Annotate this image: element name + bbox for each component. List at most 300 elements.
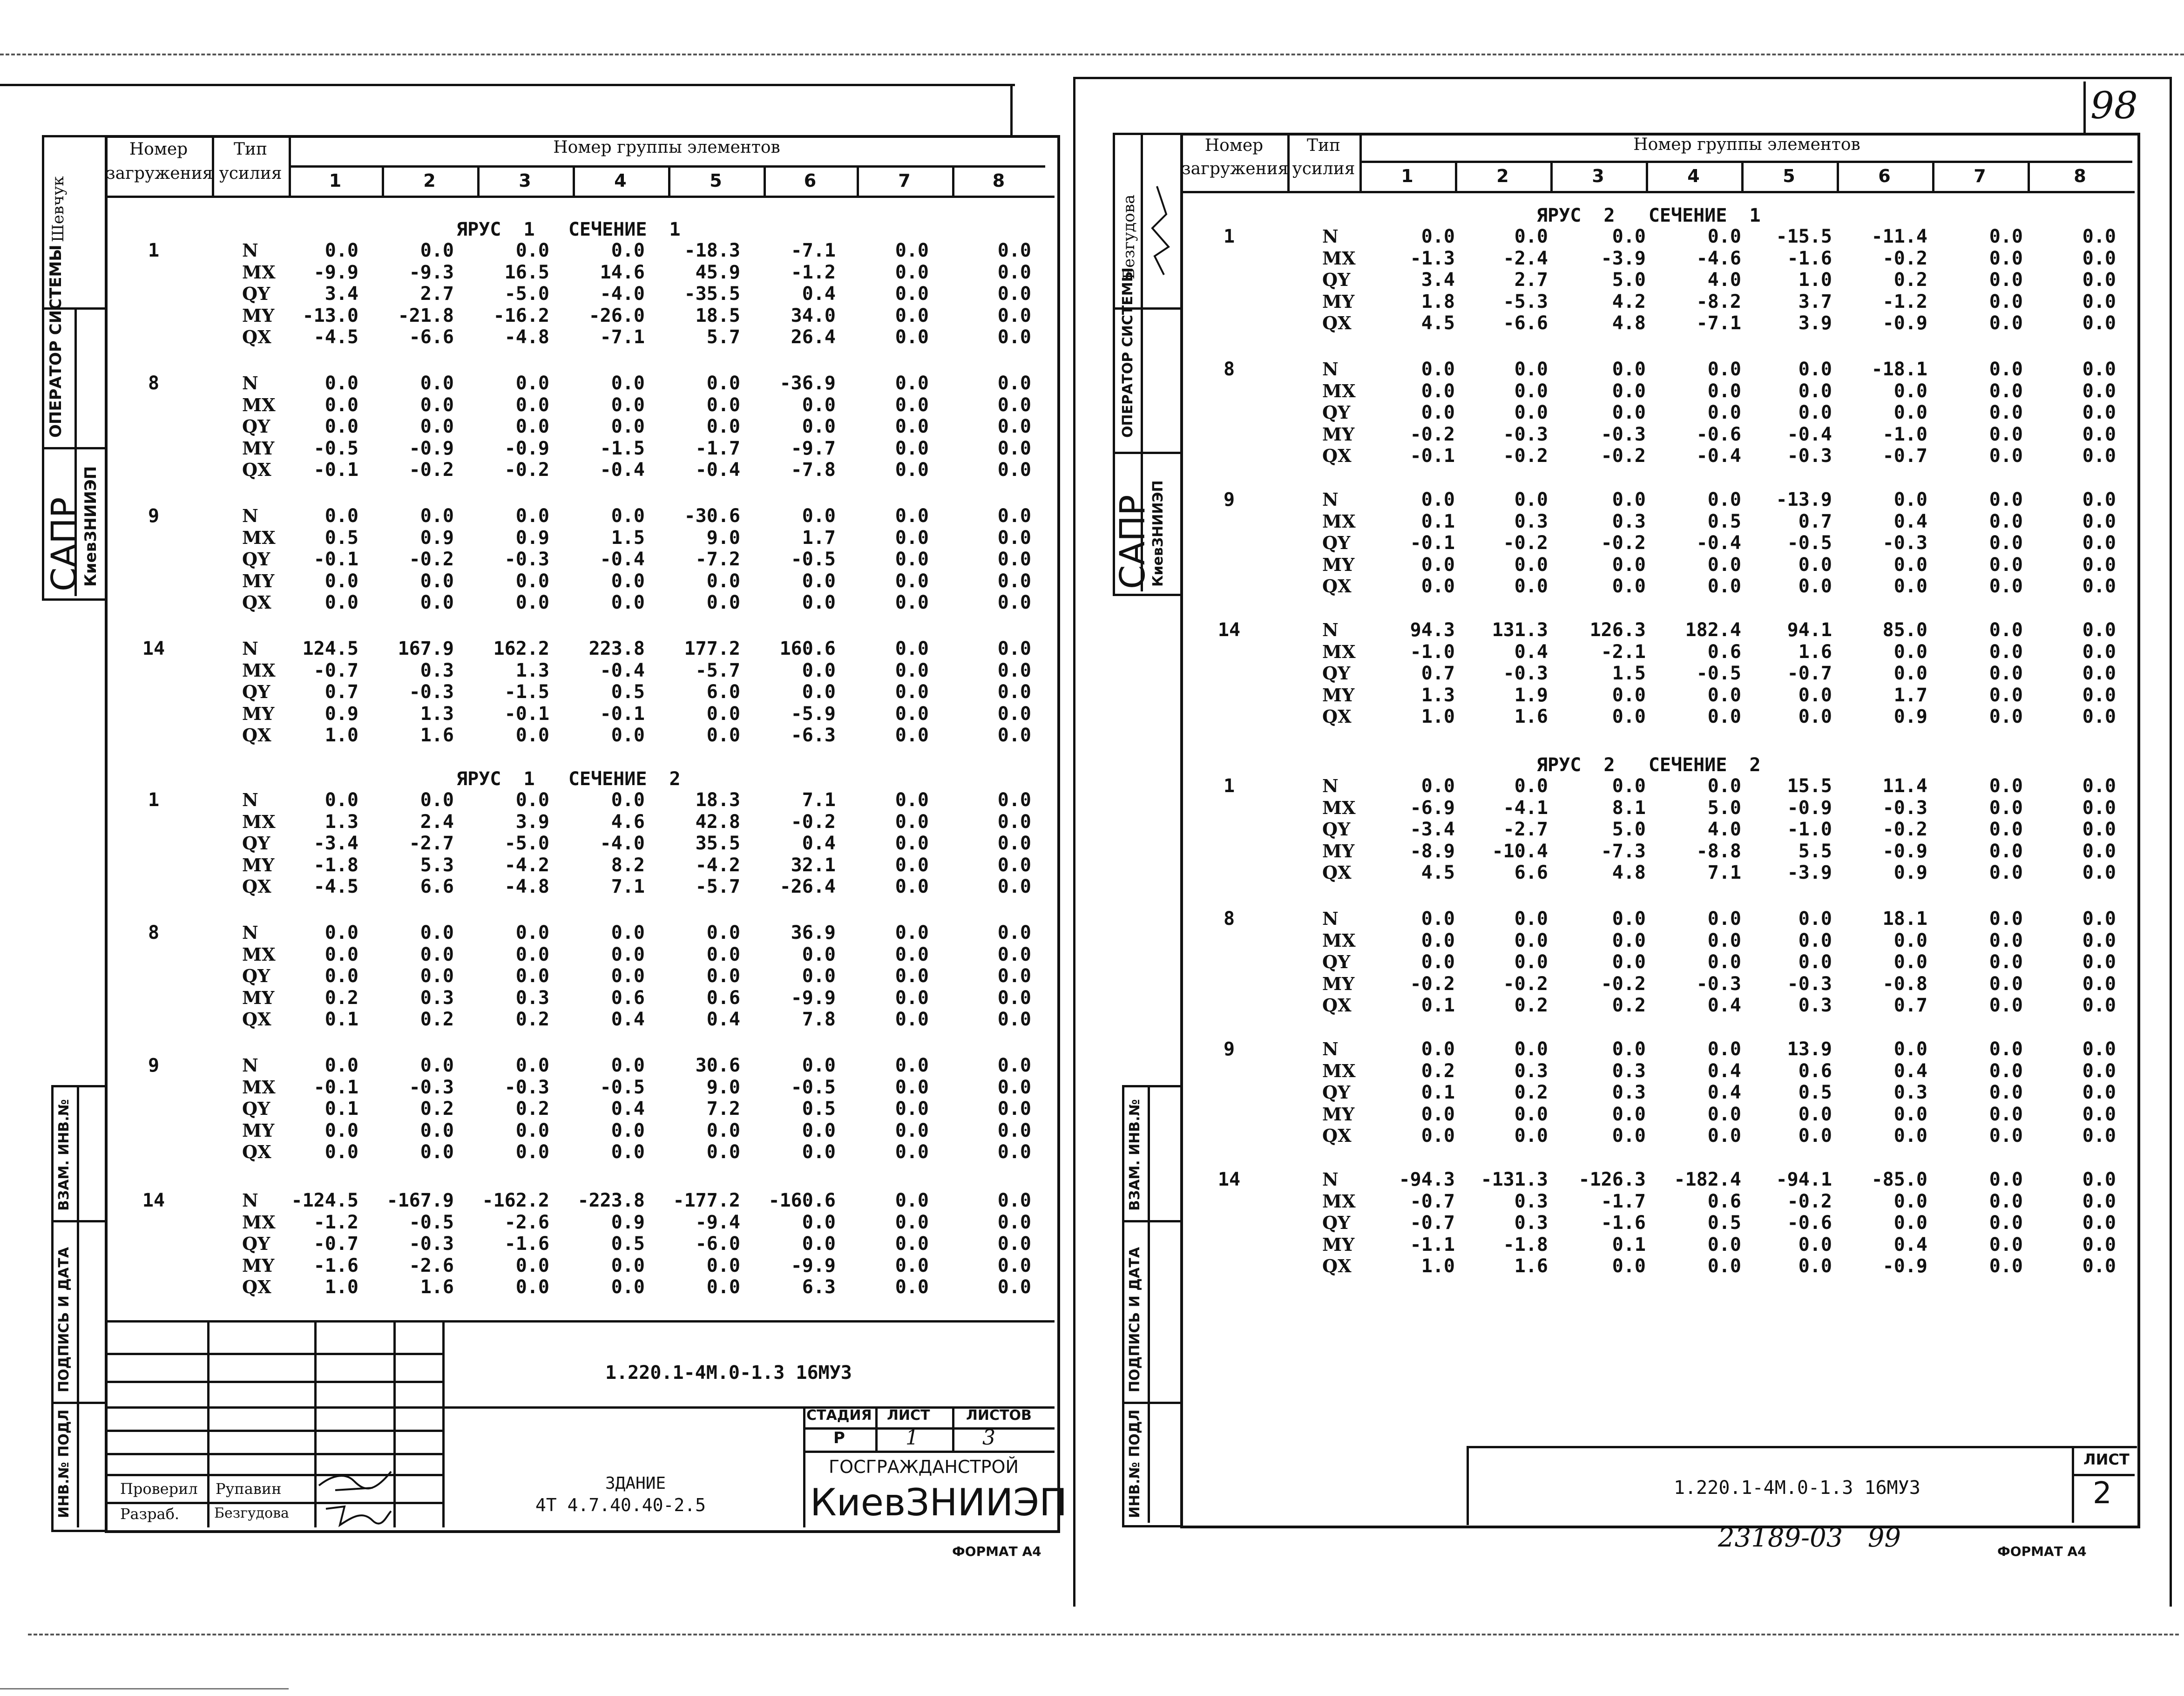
force-type: QX xyxy=(1322,1125,1352,1146)
table-cell: 1.8 xyxy=(1421,291,1455,312)
table-cell: 182.4 xyxy=(1685,619,1741,641)
force-type: MY xyxy=(1322,840,1355,862)
table-cell: 0.0 xyxy=(420,1141,454,1163)
table-cell: 0.0 xyxy=(1514,359,1548,380)
table-cell: 0.0 xyxy=(1798,1103,1832,1125)
table-cell: 0.0 xyxy=(1989,1190,2023,1212)
force-type: QX xyxy=(1322,862,1352,883)
table-cell: 4.8 xyxy=(1612,862,1646,883)
table-cell: 0.0 xyxy=(1989,641,2023,663)
table-cell: -0.4 xyxy=(600,459,645,481)
table-cell: 18.5 xyxy=(695,305,740,326)
table-cell: -2.1 xyxy=(1601,641,1646,663)
table-cell: -94.1 xyxy=(1776,1169,1832,1190)
scan-edge-top xyxy=(0,54,2184,55)
table-cell: 0.4 xyxy=(802,833,836,854)
force-type: MY xyxy=(242,854,275,875)
tb-sheet-label: ЛИСТ xyxy=(887,1407,930,1424)
strip-inv: ИНВ.№ ПОДЛ xyxy=(1127,1409,1143,1518)
force-type: QY xyxy=(1322,1212,1351,1233)
table-cell: 0.0 xyxy=(1989,1060,2023,1082)
table-cell: 0.0 xyxy=(1798,1255,1832,1277)
table-cell: 0.0 xyxy=(1989,1255,2023,1277)
tb-format: ФОРМАТ А4 xyxy=(1997,1544,2087,1559)
header-force-type: Тип усилия xyxy=(1292,136,1355,178)
force-type: MX xyxy=(1322,510,1356,532)
table-cell: 0.0 xyxy=(706,1255,740,1276)
table-cell: 0.0 xyxy=(1421,359,1455,380)
table-cell: 0.0 xyxy=(1707,706,1741,727)
table-cell: 0.0 xyxy=(2082,269,2116,291)
force-type: QX xyxy=(242,1276,271,1297)
table-cell: 0.6 xyxy=(611,987,645,1009)
table-cell: 0.4 xyxy=(1893,510,1927,532)
table-cell: 0.0 xyxy=(1989,862,2023,883)
table-cell: 0.0 xyxy=(997,570,1031,592)
table-cell: 0.0 xyxy=(895,549,929,570)
table-cell: 0.0 xyxy=(2082,380,2116,402)
column-header: 7 xyxy=(1974,166,1986,186)
table-cell: 0.0 xyxy=(1798,380,1832,402)
force-type: QX xyxy=(242,1009,271,1030)
table-cell: 0.0 xyxy=(325,789,358,811)
force-type: QX xyxy=(1322,995,1352,1016)
table-cell: 1.0 xyxy=(1421,1255,1455,1277)
table-cell: 0.0 xyxy=(895,1055,929,1076)
table-cell: 1.6 xyxy=(420,1276,454,1298)
table-cell: 0.1 xyxy=(1612,1234,1646,1255)
column-header: 4 xyxy=(614,170,627,191)
table-cell: 0.0 xyxy=(325,570,358,592)
load-number: 1 xyxy=(1223,775,1235,797)
table-cell: 0.0 xyxy=(325,592,358,613)
force-type: MY xyxy=(242,437,275,459)
table-cell: -4.1 xyxy=(1503,797,1548,819)
table-cell: 0.0 xyxy=(1989,1234,2023,1255)
table-cell: 0.0 xyxy=(1421,489,1455,510)
table-cell: -0.2 xyxy=(1601,445,1646,467)
tb-sheets-label: ЛИСТОВ xyxy=(966,1407,1032,1424)
table-cell: 0.0 xyxy=(997,638,1031,659)
table-cell: 0.0 xyxy=(1989,402,2023,423)
table-cell: -2.4 xyxy=(1503,247,1548,269)
table-cell: 0.0 xyxy=(2082,247,2116,269)
table-cell: 0.0 xyxy=(997,922,1031,943)
strip-podpis: ПОДПИСЬ И ДАТА xyxy=(56,1247,72,1392)
table-cell: 0.0 xyxy=(1421,1038,1455,1060)
table-cell: 0.0 xyxy=(997,416,1031,437)
table-cell: 0.0 xyxy=(1514,489,1548,510)
strip-divider xyxy=(1122,1402,1180,1404)
table-cell: 0.0 xyxy=(611,1141,645,1163)
table-cell: 0.0 xyxy=(611,1255,645,1276)
table-cell: 0.0 xyxy=(420,965,454,987)
table-cell: 0.0 xyxy=(1612,576,1646,597)
table-cell: -0.2 xyxy=(1601,532,1646,554)
table-cell: 0.0 xyxy=(1707,1038,1741,1060)
table-cell: 4.0 xyxy=(1707,819,1741,840)
table-cell: 0.3 xyxy=(1514,1060,1548,1082)
signature-developed xyxy=(321,1502,396,1530)
table-cell: -131.3 xyxy=(1481,1169,1548,1190)
table-cell: 3.4 xyxy=(325,283,358,305)
table-cell: 0.0 xyxy=(1989,1169,2023,1190)
table-cell: -0.3 xyxy=(1503,663,1548,684)
table-cell: 0.2 xyxy=(1514,1082,1548,1103)
table-cell: 0.0 xyxy=(1707,1234,1741,1255)
table-cell: -9.3 xyxy=(409,261,454,283)
table-cell: -3.4 xyxy=(313,833,358,854)
table-cell: 0.0 xyxy=(997,459,1031,481)
table-cell: 0.0 xyxy=(895,703,929,725)
strip-operator: ОПЕРАТОР СИСТЕМЫ xyxy=(1120,267,1136,438)
table-cell: 0.0 xyxy=(611,394,645,416)
table-cell: 7.2 xyxy=(706,1098,740,1119)
tb-format: ФОРМАТ А4 xyxy=(952,1544,1041,1559)
table-cell: 0.0 xyxy=(2082,1234,2116,1255)
table-cell: 0.0 xyxy=(802,394,836,416)
table-cell: 0.0 xyxy=(1989,445,2023,467)
header-force-type: Тип усилия xyxy=(219,140,282,183)
column-header: 1 xyxy=(1401,166,1413,186)
tb-developed-role: Разраб. xyxy=(120,1505,180,1523)
table-cell: 0.0 xyxy=(997,1098,1031,1119)
table-cell: 0.1 xyxy=(1421,510,1455,532)
table-cell: -7.1 xyxy=(1696,312,1741,334)
force-type: MX xyxy=(242,943,276,965)
table-cell: 0.0 xyxy=(1893,929,1927,951)
force-type: MX xyxy=(242,394,276,415)
table-cell: -0.3 xyxy=(1696,973,1741,995)
load-number: 8 xyxy=(148,922,160,943)
table-cell: 1.6 xyxy=(1514,706,1548,727)
table-cell: 0.0 xyxy=(997,833,1031,854)
table-cell: 5.7 xyxy=(706,326,740,348)
table-cell: -0.3 xyxy=(1787,445,1832,467)
table-cell: 0.0 xyxy=(1798,1125,1832,1146)
table-cell: 0.0 xyxy=(611,240,645,261)
table-cell: 0.2 xyxy=(1893,269,1927,291)
table-cell: 0.0 xyxy=(1893,576,1927,597)
table-cell: 0.0 xyxy=(802,592,836,613)
force-type: MX xyxy=(242,811,276,832)
table-cell: 0.0 xyxy=(611,922,645,943)
table-cell: -0.3 xyxy=(409,681,454,703)
table-cell: 0.0 xyxy=(997,681,1031,703)
table-cell: 0.4 xyxy=(802,283,836,305)
table-cell: 0.5 xyxy=(611,681,645,703)
tb-sep xyxy=(2072,1446,2074,1523)
strip-sapr: САПР xyxy=(1113,495,1153,589)
table-cell: -4.5 xyxy=(313,326,358,348)
table-cell: 1.6 xyxy=(1798,641,1832,663)
tb-checked-name: Рупавин xyxy=(216,1480,282,1498)
table-cell: 0.0 xyxy=(895,1119,929,1141)
table-cell: 7.1 xyxy=(802,789,836,811)
table-cell: -1.6 xyxy=(1787,247,1832,269)
table-cell: 0.0 xyxy=(1612,380,1646,402)
table-cell: -9.9 xyxy=(791,987,836,1009)
table-cell: 0.0 xyxy=(1421,402,1455,423)
force-type: QX xyxy=(242,459,271,480)
table-cell: -0.7 xyxy=(1410,1190,1455,1212)
table-cell: 0.0 xyxy=(1989,951,2023,973)
force-type: MX xyxy=(1322,380,1356,401)
table-cell: 131.3 xyxy=(1492,619,1548,641)
tb-developed-name: Безгудова xyxy=(214,1505,289,1521)
left-top-right-tick xyxy=(1010,85,1013,135)
table-cell: 0.0 xyxy=(1707,554,1741,576)
table-cell: -1.6 xyxy=(1601,1212,1646,1234)
table-cell: 0.0 xyxy=(2082,973,2116,995)
table-cell: 0.0 xyxy=(2082,1060,2116,1082)
table-cell: 0.0 xyxy=(1989,819,2023,840)
table-cell: -162.2 xyxy=(482,1190,549,1211)
table-cell: 0.0 xyxy=(706,373,740,394)
table-cell: -0.3 xyxy=(409,1076,454,1098)
strip-divider xyxy=(1113,452,1180,454)
section-title: ЯРУС 2 СЕЧЕНИЕ 2 xyxy=(1536,754,1761,776)
table-cell: 177.2 xyxy=(684,638,740,659)
table-cell: 0.0 xyxy=(1514,1038,1548,1060)
table-cell: 0.0 xyxy=(2082,819,2116,840)
table-cell: 0.0 xyxy=(515,570,549,592)
table-cell: -4.6 xyxy=(1696,247,1741,269)
table-cell: 0.0 xyxy=(997,1276,1031,1298)
table-cell: 5.0 xyxy=(1612,269,1646,291)
table-cell: 0.0 xyxy=(515,789,549,811)
table-cell: 0.0 xyxy=(1707,402,1741,423)
table-cell: 0.0 xyxy=(997,854,1031,876)
table-cell: 0.0 xyxy=(1989,908,2023,929)
table-cell: -223.8 xyxy=(577,1190,645,1211)
table-cell: -21.8 xyxy=(398,305,454,326)
table-cell: -1.2 xyxy=(313,1211,358,1233)
table-cell: -177.2 xyxy=(673,1190,740,1211)
force-type: QY xyxy=(242,283,270,304)
table-cell: 0.0 xyxy=(1514,554,1548,576)
table-cell: 0.0 xyxy=(997,305,1031,326)
strip-name: Шевчук xyxy=(49,176,68,242)
table-cell: 0.0 xyxy=(997,1009,1031,1030)
table-cell: 0.3 xyxy=(1514,1190,1548,1212)
table-cell: 4.6 xyxy=(611,811,645,833)
table-cell: 0.0 xyxy=(1798,576,1832,597)
force-type: MY xyxy=(1322,1234,1355,1255)
table-cell: 0.0 xyxy=(1612,226,1646,247)
table-cell: -6.0 xyxy=(695,1233,740,1255)
table-cell: -15.5 xyxy=(1776,226,1832,247)
table-cell: 0.3 xyxy=(1612,1060,1646,1082)
strip-name: Безгудова xyxy=(1120,194,1138,279)
table-cell: 0.1 xyxy=(325,1098,358,1119)
table-cell: 0.0 xyxy=(1421,929,1455,951)
table-cell: 0.0 xyxy=(2082,1103,2116,1125)
tb-building-title: ЗДАНИЕ xyxy=(605,1474,666,1493)
table-cell: 0.1 xyxy=(1421,995,1455,1016)
table-cell: 0.0 xyxy=(2082,797,2116,819)
table-cell: 0.3 xyxy=(515,987,549,1009)
force-type: QX xyxy=(242,725,271,746)
table-cell: 0.0 xyxy=(1989,973,2023,995)
force-type: MY xyxy=(242,570,275,591)
table-cell: -26.4 xyxy=(779,876,836,897)
table-cell: 0.0 xyxy=(1989,797,2023,819)
table-cell: 0.0 xyxy=(1707,1103,1741,1125)
table-cell: -26.0 xyxy=(588,305,645,326)
table-cell: 0.0 xyxy=(2082,840,2116,862)
strip-operator: ОПЕРАТОР СИСТЕМЫ xyxy=(47,244,65,438)
table-cell: -0.2 xyxy=(1882,247,1927,269)
table-cell: 0.6 xyxy=(1707,641,1741,663)
table-cell: 0.0 xyxy=(895,437,929,459)
column-header: 2 xyxy=(423,170,436,191)
table-cell: -4.8 xyxy=(504,876,549,897)
table-cell: -5.7 xyxy=(695,659,740,681)
table-cell: 0.0 xyxy=(1989,1125,2023,1146)
force-type: MY xyxy=(242,987,275,1008)
table-cell: 0.0 xyxy=(997,811,1031,833)
table-cell: 0.0 xyxy=(1893,951,1927,973)
force-type: MX xyxy=(1322,1060,1356,1081)
table-cell: -30.6 xyxy=(684,505,740,527)
column-header: 6 xyxy=(1878,166,1891,186)
table-cell: 0.0 xyxy=(515,1119,549,1141)
table-cell: 35.5 xyxy=(695,833,740,854)
force-type: MY xyxy=(1322,1103,1355,1125)
table-cell: 0.2 xyxy=(420,1098,454,1119)
table-cell: 0.0 xyxy=(2082,862,2116,883)
force-type: MX xyxy=(1322,929,1356,951)
table-cell: -0.5 xyxy=(791,549,836,570)
table-cell: 0.0 xyxy=(895,592,929,613)
table-cell: -1.0 xyxy=(1882,423,1927,445)
table-cell: 0.0 xyxy=(802,505,836,527)
table-cell: -1.2 xyxy=(791,261,836,283)
table-cell: 0.0 xyxy=(2082,1190,2116,1212)
load-number: 9 xyxy=(1223,489,1235,510)
force-type: QY xyxy=(1322,819,1351,840)
tb-sep xyxy=(952,1406,954,1451)
table-cell: 0.0 xyxy=(895,833,929,854)
table-cell: -6.6 xyxy=(1503,312,1548,334)
table-cell: 0.0 xyxy=(1893,489,1927,510)
tb-line xyxy=(105,1353,442,1355)
table-cell: 0.0 xyxy=(1421,1103,1455,1125)
table-cell: -0.3 xyxy=(1787,973,1832,995)
table-cell: 0.0 xyxy=(515,1276,549,1298)
table-cell: 126.3 xyxy=(1589,619,1646,641)
force-type: QX xyxy=(1322,576,1352,597)
table-cell: 0.0 xyxy=(2082,684,2116,706)
table-cell: 0.4 xyxy=(1707,1060,1741,1082)
table-cell: -0.9 xyxy=(409,437,454,459)
table-cell: 0.0 xyxy=(2082,1169,2116,1190)
table-cell: 0.2 xyxy=(1612,995,1646,1016)
table-cell: 0.4 xyxy=(1514,641,1548,663)
table-cell: 0.0 xyxy=(1707,908,1741,929)
table-cell: 4.8 xyxy=(1612,312,1646,334)
table-cell: 0.0 xyxy=(2082,291,2116,312)
table-cell: 0.0 xyxy=(515,416,549,437)
table-cell: -1.6 xyxy=(504,1233,549,1255)
table-cell: 0.0 xyxy=(1989,554,2023,576)
table-cell: -0.5 xyxy=(409,1211,454,1233)
table-cell: -5.0 xyxy=(504,283,549,305)
table-cell: 0.0 xyxy=(997,965,1031,987)
table-cell: 0.0 xyxy=(706,725,740,746)
table-cell: 16.5 xyxy=(504,261,549,283)
table-cell: -0.8 xyxy=(1882,973,1927,995)
force-type: N xyxy=(242,1055,258,1076)
table-cell: 0.0 xyxy=(1707,775,1741,797)
scan-edge-bottom2 xyxy=(0,1688,289,1689)
table-cell: -7.2 xyxy=(695,549,740,570)
table-cell: -0.2 xyxy=(1410,423,1455,445)
table-cell: 0.0 xyxy=(997,261,1031,283)
tb-org-main: КиевЗНИИЭП xyxy=(810,1481,1068,1524)
force-type: QX xyxy=(242,592,271,613)
table-cell: -1.8 xyxy=(313,854,358,876)
table-cell: 1.5 xyxy=(611,527,645,549)
load-number: 9 xyxy=(148,1055,160,1076)
table-cell: 0.2 xyxy=(515,1098,549,1119)
table-cell: -124.5 xyxy=(291,1190,358,1211)
table-cell: 0.0 xyxy=(802,1119,836,1141)
left-top-border xyxy=(0,84,1015,86)
table-cell: 0.0 xyxy=(802,1211,836,1233)
table-cell: 0.0 xyxy=(1612,706,1646,727)
table-cell: -0.4 xyxy=(1696,445,1741,467)
table-cell: -167.9 xyxy=(386,1190,454,1211)
table-cell: 0.0 xyxy=(895,305,929,326)
table-cell: 0.0 xyxy=(895,1211,929,1233)
table-cell: 0.0 xyxy=(895,681,929,703)
force-type: N xyxy=(1322,359,1339,380)
table-cell: 0.0 xyxy=(895,1233,929,1255)
table-cell: 0.0 xyxy=(515,1255,549,1276)
table-cell: 0.0 xyxy=(1707,1255,1741,1277)
table-cell: 0.0 xyxy=(1514,226,1548,247)
table-cell: 0.0 xyxy=(325,1055,358,1076)
strip-inv: ИНВ.№ ПОДЛ xyxy=(56,1409,72,1518)
table-cell: 0.0 xyxy=(1514,402,1548,423)
table-cell: -0.1 xyxy=(313,459,358,481)
table-cell: 0.0 xyxy=(895,725,929,746)
table-cell: -35.5 xyxy=(684,283,740,305)
column-header: 1 xyxy=(329,170,342,191)
table-cell: 18.1 xyxy=(1882,908,1927,929)
table-cell: -7.1 xyxy=(600,326,645,348)
force-type: N xyxy=(1322,1038,1339,1059)
table-cell: 0.0 xyxy=(895,638,929,659)
table-cell: 4.5 xyxy=(1421,312,1455,334)
tb-sheets: 3 xyxy=(982,1426,995,1450)
tb-stage-label: СТАДИЯ xyxy=(806,1407,872,1424)
load-number: 1 xyxy=(148,240,160,261)
table-cell: 0.0 xyxy=(515,1141,549,1163)
table-cell: -0.2 xyxy=(504,459,549,481)
force-type: MY xyxy=(1322,554,1355,575)
table-cell: 14.6 xyxy=(600,261,645,283)
table-cell: 0.0 xyxy=(1707,1125,1741,1146)
table-cell: 0.2 xyxy=(515,1009,549,1030)
table-cell: 5.0 xyxy=(1707,797,1741,819)
table-cell: -7.3 xyxy=(1601,840,1646,862)
table-cell: -0.2 xyxy=(409,549,454,570)
table-cell: 0.7 xyxy=(1893,995,1927,1016)
table-cell: 0.0 xyxy=(1893,1125,1927,1146)
